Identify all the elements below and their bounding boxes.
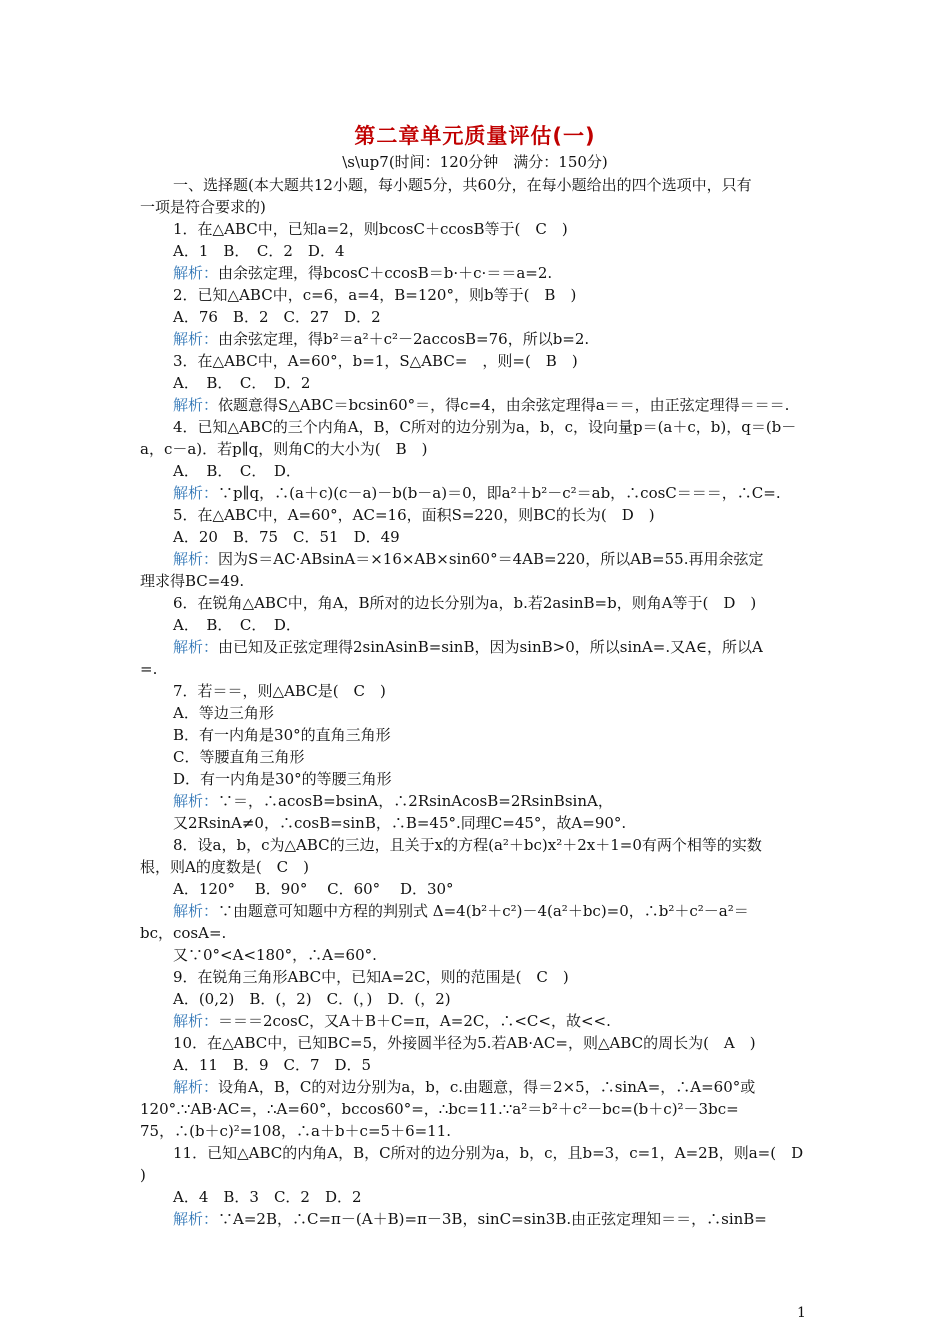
question-10-stem: 10．在△ABC中，已知BC=5，外接圆半径为5.若AB·AC=，则△ABC的周长为( A )	[173, 1034, 756, 1052]
question-3-stem: 3．在△ABC中，A=60°，b=1，S△ABC= ，则=( B )	[173, 352, 578, 370]
question-11-stem: 11．已知△ABC的内角A，B，C所对的边分别为a，b，c，且b=3，c=1，A=2B，则a=( D	[173, 1144, 804, 1162]
question-10-solution	[140, 1076, 812, 1098]
solution-text: 因为S＝AC·ABsinA＝×16×AB×sin60°＝4AB=220，所以AB=55.再用余弦定	[218, 550, 764, 568]
question-11-stem-cont: )	[140, 1166, 146, 1184]
solution-label: 解析：	[173, 1078, 219, 1096]
question-3-solution	[140, 394, 812, 416]
question-9-stem: 9．在锐角三角形ABC中，已知A=2C，则的范围是( C )	[173, 968, 569, 986]
question-8-solution-cont2: 又∵0°<A<180°，∴A=60°.	[173, 946, 377, 964]
solution-label: 解析：	[173, 330, 219, 348]
question-10-options: A．11 B．9 C．7 D．5	[173, 1056, 372, 1074]
document-body	[140, 174, 812, 1230]
question-5-stem: 5．在△ABC中，A=60°，AC=16，面积S=220，则BC的长为( D )	[173, 506, 655, 524]
question-6-options: A． B． C． D．	[173, 616, 301, 634]
question-1-stem: 1．在△ABC中，已知a=2，则bcosC＋ccosB等于( C )	[173, 220, 568, 238]
question-4-options: A． B． C． D．	[173, 462, 301, 480]
question-7-option-d: D．有一内角是30°的等腰三角形	[173, 770, 392, 788]
question-8-solution	[140, 900, 812, 922]
question-5-solution-cont: 理求得BC=49.	[140, 572, 245, 590]
question-5-options: A．20 B．75 C．51 D．49	[173, 528, 400, 546]
solution-label: 解析：	[173, 902, 219, 920]
solution-label: 解析：	[173, 638, 219, 656]
question-6-solution	[140, 636, 812, 658]
solution-label: 解析：	[173, 1210, 219, 1228]
question-4-stem: 4．已知△ABC的三个内角A，B，C所对的边分别为a，b，c，设向量p＝(a＋c，b)，q＝(b－	[173, 418, 797, 436]
question-2-stem: 2．已知△ABC中，c=6，a=4，B=120°，则b等于( B )	[173, 286, 577, 304]
question-8-stem-cont: 根，则A的度数是( C )	[140, 858, 310, 876]
question-2-solution	[140, 328, 812, 350]
question-1-options: A．1 B． C．2 D．4	[173, 242, 345, 260]
question-7-solution	[140, 790, 812, 812]
solution-text: ∵由题意可知题中方程的判别式 Δ=4(b²＋c²)－4(a²＋bc)=0，∴b²＋c²－a²＝	[218, 902, 749, 920]
section-intro-cont: 一项是符合要求的)	[140, 198, 266, 216]
question-8-options: A．120° B．90° C．60° D．30°	[173, 880, 454, 898]
solution-text: ＝＝＝2cosC，又A＋B＋C=π，A=2C，∴<C<，故<<.	[218, 1012, 611, 1030]
question-6-stem: 6．在锐角△ABC中，角A，B所对的边长分别为a，b.若2asinB=b，则角A等于( D )	[173, 594, 757, 612]
page-number: 1	[797, 1305, 806, 1321]
solution-label: 解析：	[173, 550, 219, 568]
question-8-stem: 8．设a，b，c为△ABC的三边，且关于x的方程(a²＋bc)x²＋2x＋1=0有两个相等的实数	[173, 836, 762, 854]
question-10-solution-cont2: 75，∴(b＋c)²=108，∴a＋b＋c=5＋6=11.	[140, 1122, 452, 1140]
section-intro: 一、选择题(本大题共12小题，每小题5分，共60分，在每小题给出的四个选项中，只有	[173, 176, 752, 194]
solution-label: 解析：	[173, 264, 219, 282]
question-7-option-c: C．等腰直角三角形	[173, 748, 305, 766]
solution-text: 由余弦定理，得bcosC＋ccosB＝b·＋c·＝＝a=2.	[218, 264, 553, 282]
question-9-options: A．(0,2) B．(，2) C．(，) D．(，2)	[173, 990, 451, 1008]
question-1-solution	[140, 262, 812, 284]
question-11-solution	[140, 1208, 812, 1230]
solution-text: ∵p∥q，∴(a＋c)(c－a)－b(b－a)＝0，即a²＋b²－c²＝ab，∴cosC＝＝＝，∴C=.	[218, 484, 781, 502]
question-6-solution-cont: =.	[140, 660, 158, 678]
question-9-solution	[140, 1010, 812, 1032]
question-4-solution	[140, 482, 812, 504]
question-4-stem-cont: a，c－a)．若p∥q，则角C的大小为( B )	[140, 440, 428, 458]
document-title: 第二章单元质量评估(一)	[354, 124, 596, 148]
question-7-stem: 7．若＝＝，则△ABC是( C )	[173, 682, 386, 700]
solution-text: ∵A=2B，∴C=π－(A＋B)=π－3B，sinC=sin3B.由正弦定理知＝＝，∴sinB=	[218, 1210, 767, 1228]
solution-label: 解析：	[173, 396, 219, 414]
question-5-solution	[140, 548, 812, 570]
question-7-solution-cont: 又2RsinA≠0，∴cosB=sinB，∴B=45°.同理C=45°，故A=90°.	[173, 814, 627, 832]
solution-text: 由已知及正弦定理得2sinAsinB=sinB，因为sinB>0，所以sinA=.又A∈，所以A	[218, 638, 763, 656]
question-7-option-b: B．有一内角是30°的直角三角形	[173, 726, 391, 744]
solution-text: 由余弦定理，得b²＝a²＋c²－2accosB=76，所以b=2.	[218, 330, 590, 348]
solution-text: 依题意得S△ABC＝bcsin60°＝，得c=4，由余弦定理得a＝＝，由正弦定理得＝＝＝.	[218, 396, 790, 414]
solution-text: 设角A，B，C的对边分别为a，b，c.由题意，得＝2×5，∴sinA=，∴A=60°或	[218, 1078, 756, 1096]
document-subtitle: \s\up7(时间：120分钟 满分：150分)	[342, 153, 608, 171]
solution-text: ∵＝，∴acosB=bsinA，∴2RsinAcosB=2RsinBsinA，	[218, 792, 613, 810]
question-10-solution-cont: 120°.∵AB·AC=，∴A=60°，bccos60°=，∴bc=11.∵a²＝b²＋c²－bc=(b＋c)²－3bc=	[140, 1100, 739, 1118]
question-3-options: A． B． C． D．2	[173, 374, 311, 392]
solution-label: 解析：	[173, 792, 219, 810]
question-2-options: A．76 B．2 C．27 D．2	[173, 308, 381, 326]
question-11-options: A．4 B．3 C．2 D．2	[173, 1188, 362, 1206]
solution-label: 解析：	[173, 484, 219, 502]
question-7-option-a: A．等边三角形	[173, 704, 274, 722]
question-8-solution-cont: bc，cosA=.	[140, 924, 227, 942]
solution-label: 解析：	[173, 1012, 219, 1030]
